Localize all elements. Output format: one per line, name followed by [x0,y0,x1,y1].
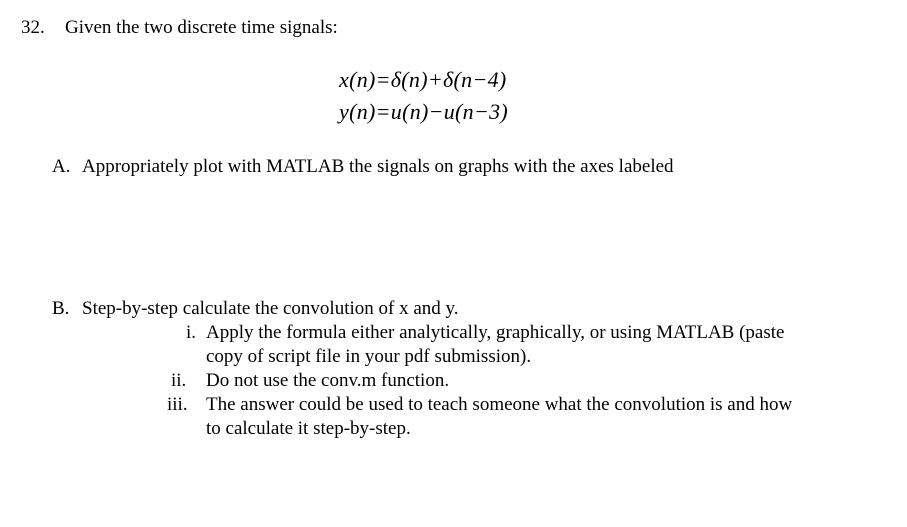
part-a-label: A. [52,156,71,177]
list-item-i-line1: Apply the formula either analytically, graphically, or using MATLAB (paste [206,322,785,343]
list-marker-ii: ii. [171,370,187,391]
part-a-text: Appropriately plot with MATLAB the signals on graphs with the axes labeled [82,156,674,177]
list-item-ii-line1: Do not use the conv.m function. [206,370,450,391]
list-item-i-line2: copy of script file in your pdf submission). [206,346,532,367]
problem-number: 32. [21,17,45,38]
list-marker-i: i. [186,322,197,343]
part-b-text: Step-by-step calculate the convolution of x and y. [82,298,459,319]
list-marker-iii: iii. [167,394,188,415]
list-item-iii-line1: The answer could be used to teach someone what the convolution is and how [206,394,793,415]
equation-y: y(n)=u(n)−u(n−3) [339,99,509,124]
list-item-iii-line2: to calculate it step-by-step. [206,418,411,439]
problem-intro: Given the two discrete time signals: [65,17,338,38]
part-b-label: B. [52,298,70,319]
equation-x: x(n)=δ(n)+δ(n−4) [339,67,507,92]
